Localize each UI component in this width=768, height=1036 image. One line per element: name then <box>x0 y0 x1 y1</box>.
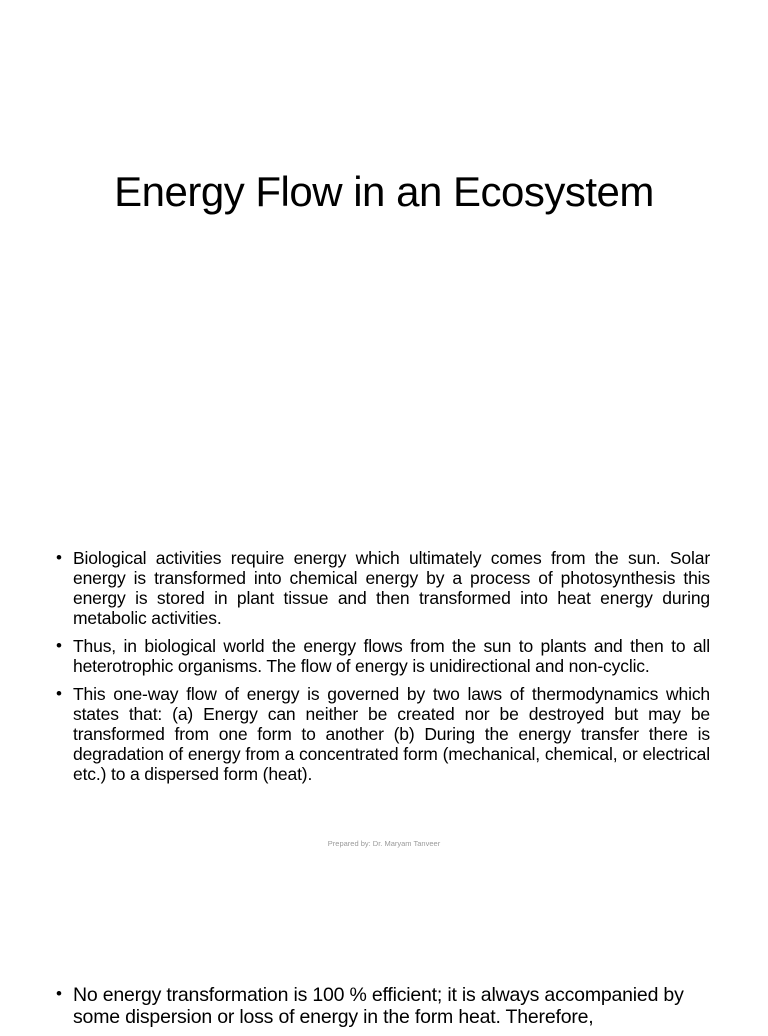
bullet-marker: • <box>56 636 62 655</box>
slide-title: Energy Flow in an Ecosystem <box>114 168 654 215</box>
bullet-text: Biological activities require energy which ultimately comes from the sun. Solar energy is transformed into chemical energy by a process of photosynthesis this energy is stored in plant tissue and then transformed into heat energy during metabolic activities. <box>73 548 710 628</box>
bullet-marker: • <box>56 984 62 1003</box>
bullet-list-next-slide <box>56 984 716 1036</box>
bullet-text: No energy transformation is 100 % efficient; it is always accompanied by some dispersion or loss of energy in the form heat. Therefore, <box>73 984 684 1028</box>
bullet-marker: • <box>56 548 62 567</box>
bullet-text: This one-way flow of energy is governed by two laws of thermodynamics which states that: (a) Energy can neither be created nor be destroyed but may be transformed from one form to another (b) During the energy transfer there is degradation of energy from a concentrated form (mechanical, chemical, or electrical etc.) to a dispersed form (heat). <box>73 684 710 784</box>
bullet-item <box>56 684 710 784</box>
bullet-item <box>56 548 710 628</box>
bullet-marker: • <box>56 684 62 703</box>
bullet-list <box>56 548 710 792</box>
bullet-item <box>56 984 716 1028</box>
bullet-text: Thus, in biological world the energy flows from the sun to plants and then to all heterotrophic organisms. The flow of energy is unidirectional and non-cyclic. <box>73 636 710 676</box>
bullet-item <box>56 636 710 676</box>
slide-footer: Prepared by: Dr. Maryam Tanveer <box>327 839 441 848</box>
